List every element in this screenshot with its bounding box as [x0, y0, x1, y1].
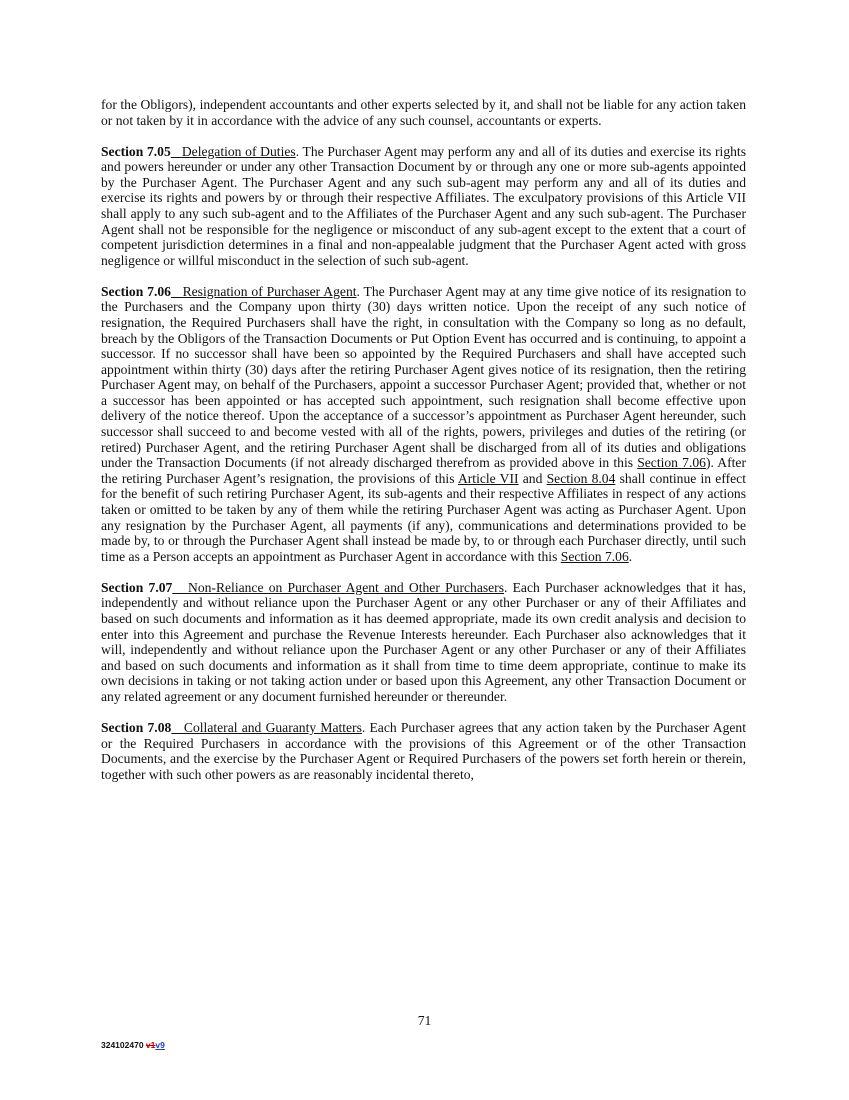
- section-7-05: [101, 144, 746, 269]
- section-text: . Each Purchaser acknowledges that it has, independently and without reliance upon the Purchaser Agent or any other Purchaser or any of their Affiliates and based on such documents and information as it has deemed appropriate, made its own credit analysis and decision to enter into this Agreement and purchase the Revenue Interests hereunder. Each Purchaser also acknowledges that it will, independently and without reliance upon the Purchaser Agent or any other Purchaser or any of their Affiliates and based on such documents and information as it shall from time to time deem appropriate, continue to make its own decisions in taking or not taking action under or based upon this Agreement, any other Transaction Document or any related agreement or any document furnished hereunder or thereunder.: [101, 579, 746, 704]
- section-text: .: [628, 548, 633, 564]
- section-7-08: [101, 720, 746, 782]
- section-7-06: [101, 284, 746, 565]
- document-body: [101, 97, 746, 798]
- section-text: . The Purchaser Agent may perform any and all of its duties and exercise its rights and powers hereunder or under any other Transaction Document by or through any one or more sub-agents appointed by the Purchaser Agent. The Purchaser Agent and any such sub-agent may perform any and all of its duties and exercise its rights and powers by or through their respective Affiliates. The exculpatory provisions of this Article VII shall apply to any such sub-agent and to the Affiliates of the Purchaser Agent and any such sub-agent. The Purchaser Agent shall not be responsible for the negligence or misconduct of any sub-agent except to the extent that a court of competent jurisdiction determines in a final and non-appealable judgment that the Purchaser Agent acted with gross negligence or willful misconduct in the selection of such sub-agent.: [101, 143, 746, 268]
- cross-reference: Section 7.06: [637, 455, 706, 471]
- document-id: [101, 1040, 165, 1050]
- section-heading: Section 7.05: [101, 143, 171, 159]
- cross-reference: Article VII: [457, 470, 519, 486]
- section-text: . The Purchaser Agent may at any time give notice of its resignation to the Purchasers and the Company upon thirty (30) days written notice. Upon the receipt of any such notice of resignation, the Required Purchasers shall have the right, in consultation with the Company so long as no default, breach by the Obligors of the Transaction Documents or Put Option Event has occurred and is continuing, to appoint a successor. If no successor shall have been so appointed by the Required Purchasers and shall have accepted such appointment within thirty (30) days after the retiring Purchaser Agent gives notice of its resignation, then the retiring Purchaser Agent may, on behalf of the Purchasers, appoint a successor Purchaser Agent; provided that, whether or not a successor has been appointed or has accepted such appointment, such resignation shall become effective upon delivery of the notice thereof. Upon the acceptance of a successor’s appointment as Purchaser Agent hereunder, such successor shall succeed to and become vested with all of the rights, powers, privileges and duties of the retiring (or retired) Purchaser Agent, and the retiring Purchaser Agent shall be discharged from all of its duties and obligations under the Transaction Documents (if not already discharged therefrom as provided above in this: [101, 283, 746, 471]
- section-title: Collateral and Guaranty Matters: [183, 719, 362, 735]
- section-7-07: [101, 580, 746, 705]
- section-heading: Section 7.08: [101, 719, 172, 735]
- section-title: Delegation of Duties: [181, 143, 296, 159]
- section-heading: Section 7.06: [101, 283, 171, 299]
- version-deleted: v1: [145, 1040, 156, 1050]
- section-text: shall continue in effect for the benefit of such retiring Purchaser Agent, its sub-agents and their respective Affiliates in respect of any actions taken or omitted to be taken by any of them while the retiring Purchaser Agent was acting as Purchaser Agent. Upon any resignation by the Purchaser Agent, all payments (if any), communications and determinations provided to be made by, to or through the Purchaser Agent shall instead be made by, to or through each Purchaser directly, until such time as a Person accepts an appointment as Purchaser Agent in accordance with this: [101, 470, 746, 564]
- version-inserted: v9: [155, 1040, 165, 1050]
- heading-gap: [171, 720, 184, 735]
- section-text: . Each Purchaser agrees that any action taken by the Purchaser Agent or the Required Purchasers in accordance with the provisions of this Agreement or of the other Transaction Documents, and the exercise by the Purchaser Agent or Required Purchasers of the powers set forth herein or therein, together with such other powers as are reasonably incidental thereto,: [101, 719, 746, 782]
- section-text: and: [518, 470, 547, 486]
- section-text: ). After the retiring Purchaser Agent’s resignation, the provisions of this: [101, 455, 746, 486]
- page-number: 71: [417, 1013, 432, 1028]
- cross-reference: Section 7.06: [560, 548, 629, 564]
- cross-reference: Section 8.04: [546, 470, 616, 486]
- document-number: 324102470: [101, 1040, 144, 1050]
- paragraph-text: for the Obligors), independent accountants and other experts selected by it, and shall not be liable for any action taken or not taken by it in accordance with the advice of any such counsel, accountants or experts.: [101, 97, 746, 128]
- paragraph-continuation: [101, 97, 746, 128]
- heading-gap: [171, 144, 182, 159]
- section-title: Resignation of Purchaser Agent: [182, 283, 357, 299]
- section-title: Non-Reliance on Purchaser Agent and Other Purchasers: [188, 579, 504, 595]
- heading-gap: [172, 580, 188, 595]
- section-heading: Section 7.07: [101, 579, 173, 595]
- heading-gap: [171, 284, 183, 299]
